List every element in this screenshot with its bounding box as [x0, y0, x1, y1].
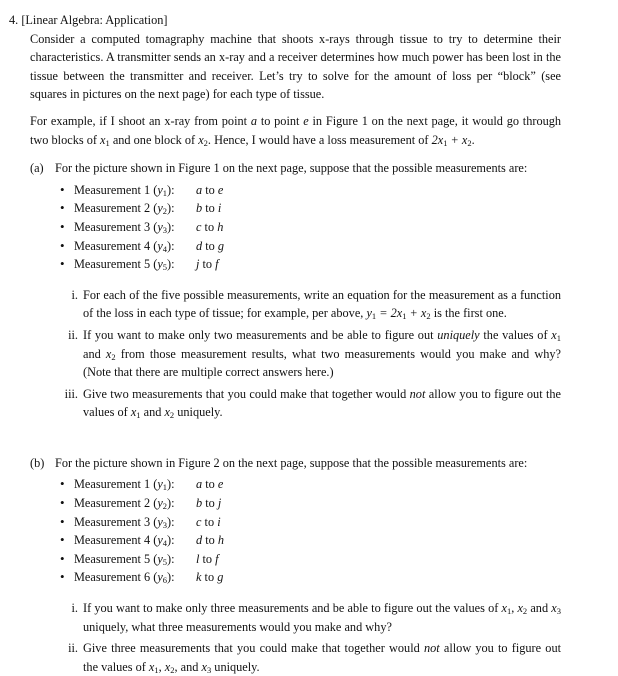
intro-paragraph: Consider a computed tomagraphy machine that shoots x-rays through tissue to try to determine their characteristics. A transmitter sends an x-ray and a receiver determines how much power has been lost in the tissue between the transmitter and receiver. Let’s try to solve for the amount of loss per “block” (see squares in pictures on the next page) for each type of tissue. [30, 31, 561, 102]
part-a-label: (a) [30, 161, 44, 176]
list-item: • Measurement 3 $(y_3)$: c to h [74, 218, 561, 237]
problem-number: 4. [9, 13, 19, 27]
part-a [30, 159, 561, 422]
question-a-ii: ii. If you want to make only two measurements and be able to figure out uniquely the values of $x_1$ and $x_2$ from those measurement results, what two measurements would you make and why? (Note that there are multiple correct answers here.) [68, 327, 562, 380]
question-a-i: i. For each of the five possible measurements, write an equation for the measurement as a function of the loss in each type of tissue; for example, per above, $y_1 = 2x_1 + x_2$ is the first one. [71, 287, 561, 322]
question-b-ii: ii. Give three measurements that you could make that together would not allow you to figure out the values of $x_1$, $x_2$, and $x_3$ uniquely. [68, 641, 562, 675]
problem-topic: [Linear Algebra: Application] [21, 13, 168, 27]
list-item: • Measurement 2 $(y_2)$: b to i [74, 199, 561, 218]
part-a-measurement-list [30, 181, 561, 274]
part-b [30, 454, 561, 676]
list-item: • Measurement 4 $(y_4)$: d to h [74, 531, 561, 550]
part-b-measurement-list [30, 475, 561, 587]
list-item: • Measurement 6 $(y_6)$: k to g [74, 568, 561, 587]
question-b-i: i. If you want to make only three measurements and be able to figure out the values of $x_1$, $x_2$ and $x_3$ uniquely, what three measurements would you make and why? [71, 601, 561, 634]
part-a-questions [30, 286, 561, 422]
example-paragraph: For example, if I shoot an x-ray from point a to point e in Figure 1 on the next page, it would go through two blocks of $x_1$ and one block of $x_2$. Hence, I would have a loss measurement of $2x_1 + x_2$. [30, 113, 562, 148]
problem-4 [9, 11, 561, 676]
list-item: • Measurement 1 $(y_1)$: a to e [74, 181, 561, 200]
part-b-questions [30, 599, 561, 676]
part-b-label: (b) [30, 455, 45, 470]
list-item: • Measurement 3 $(y_3)$: c to i [74, 513, 561, 532]
part-a-prompt: For the picture shown in Figure 1 on the next page, suppose that the possible measurements are: [55, 161, 528, 176]
part-b-prompt: For the picture shown in Figure 2 on the next page, suppose that the possible measurements are: [55, 455, 528, 470]
list-item: • Measurement 1 $(y_1)$: a to e [74, 475, 561, 494]
question-a-iii: iii. Give two measurements that you could make that together would not allow you to figure out the values of $x_1$ and $x_2$ uniquely. [64, 386, 561, 421]
list-item: • Measurement 5 $(y_5)$: j to f [74, 255, 561, 274]
list-item: • Measurement 2 $(y_2)$: b to j [74, 494, 561, 513]
list-item: • Measurement 5 $(y_5)$: l to f [74, 550, 561, 569]
problem-header [9, 11, 561, 30]
list-item: • Measurement 4 $(y_4)$: d to g [74, 237, 561, 256]
